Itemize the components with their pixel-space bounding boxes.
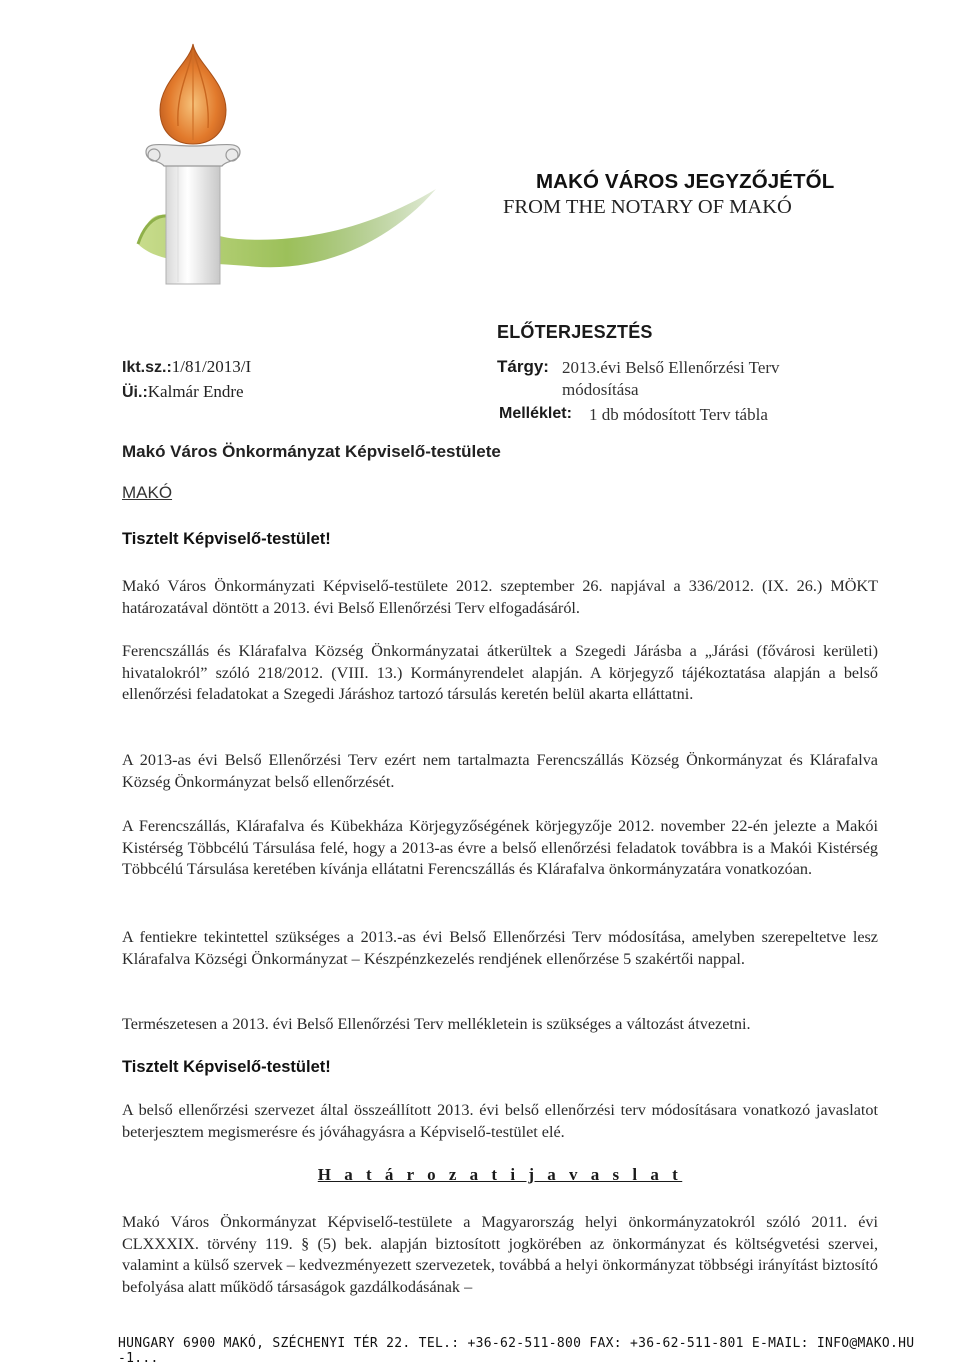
subject-value [562, 357, 822, 401]
subject-line-1: 2013.évi Belső Ellenőrzési Terv [562, 358, 780, 377]
reference-label: Ikt.sz.: [122, 359, 172, 376]
paragraph-4: A Ferencszállás, Klárafalva és Kübekháza Körjegyzőségének körjegyzője 2012. november 22-én jelezte a Makói Kistérség Többcélú Társulása felé, hogy a 2013-as évre a belső ellenőrzési feladatok továbbra is a Makói Kistérség Többcélú Társulása keretében kívánja ellátatni Ferencszállás és Klárafalva önkormányzatára vonatkozóan. [122, 817, 878, 878]
paragraph-6: Természetesen a 2013. évi Belső Ellenőrzési Terv mellékletein is szükséges a változást átvezetni. [122, 1015, 751, 1033]
reference-number [122, 357, 251, 377]
addressee-city: MAKÓ [122, 483, 173, 502]
subject-line-2: módosítása [562, 380, 639, 399]
case-officer-label: Üi.: [122, 384, 148, 401]
onion-column-logo-icon [118, 34, 438, 316]
notary-subtitle: FROM THE NOTARY OF MAKÓ [503, 196, 792, 218]
footer-contact: HUNGARY 6900 MAKÓ, SZÉCHENYI TÉR 22. TEL.: +36-62-511-800 FAX: +36-62-511-801 E-MAIL: INFO@MAKO.HU -1... [118, 1336, 915, 1366]
greeting-1: Tisztelt Képviselő-testület! [122, 530, 331, 548]
paragraph-3: A 2013-as évi Belső Ellenőrzési Terv ezért nem tartalmazta Ferencszállás Község Önkormányzat és Klárafalva Község Önkormányzat belső ellenőrzését. [122, 751, 878, 791]
case-officer [122, 382, 244, 402]
reference-value: 1/81/2013/I [171, 357, 252, 376]
attachment-label: Melléklet: [499, 405, 572, 422]
subject-label: Tárgy: [497, 357, 549, 376]
paragraph-2: Ferencszállás és Klárafalva Község Önkormányzatai átkerültek a Szegedi Járásba a „Járási (fővárosi kerületi) hivatalokról” szóló 218/2012. (VIII. 13.) Kormányrendelet alapján. A körjegyző tájékoztatása alapján a belső ellenőrzési feladatokat a Szegedi Járáshoz tartozó társulás keretén belül akarta elláttatni. [122, 642, 878, 703]
case-officer-value: Kalmár Endre [147, 382, 244, 401]
addressee-council: Makó Város Önkormányzat Képviselő-testülete [122, 442, 501, 461]
resolution-heading: H a t á r o z a t i j a v a s l a t [317, 1165, 683, 1184]
paragraph-8: Makó Város Önkormányzat Képviselő-testülete a Magyarország helyi önkormányzatokról szóló 2011. évi CLXXXIX. törvény 119. § (5) bek. alapján biztosított jogkörében az önkormányzat és költségvetési szervei, valamint a külső szervek – kedvezményezett szervezetek, továbbá a helyi önkormányzat többségi irányítást biztosító befolyása alatt működő társaságok gazdálkodásának – [122, 1213, 878, 1296]
paragraph-5: A fentiekre tekintettel szükséges a 2013.-as évi Belső Ellenőrzési Terv módosítása, amelyben szerepeltetve lesz Klárafalva Községi Önkormányzat – Készpénzkezelés rendjének ellenőrzése 5 szakértői nappal. [122, 928, 878, 968]
notary-title: MAKÓ VÁROS JEGYZŐJÉTŐL [536, 170, 835, 193]
paragraph-1: Makó Város Önkormányzati Képviselő-testülete 2012. szeptember 26. napjával a 336/2012. (IX. 26.) MÖKT határozatával döntött a 2013. évi Belső Ellenőrzési Terv elfogadásáról. [122, 577, 878, 617]
greeting-2: Tisztelt Képviselő-testület! [122, 1058, 331, 1076]
proposal-heading: ELŐTERJESZTÉS [497, 322, 653, 342]
paragraph-7: A belső ellenőrzési szervezet által összeállított 2013. évi belső ellenőrzési terv módosításara vonatkozó javaslatot beterjesztem megismerésre és jóváhagyásra a Képviselő-testület elé. [122, 1101, 878, 1141]
attachment-value: 1 db módosított Terv tábla [589, 405, 768, 424]
